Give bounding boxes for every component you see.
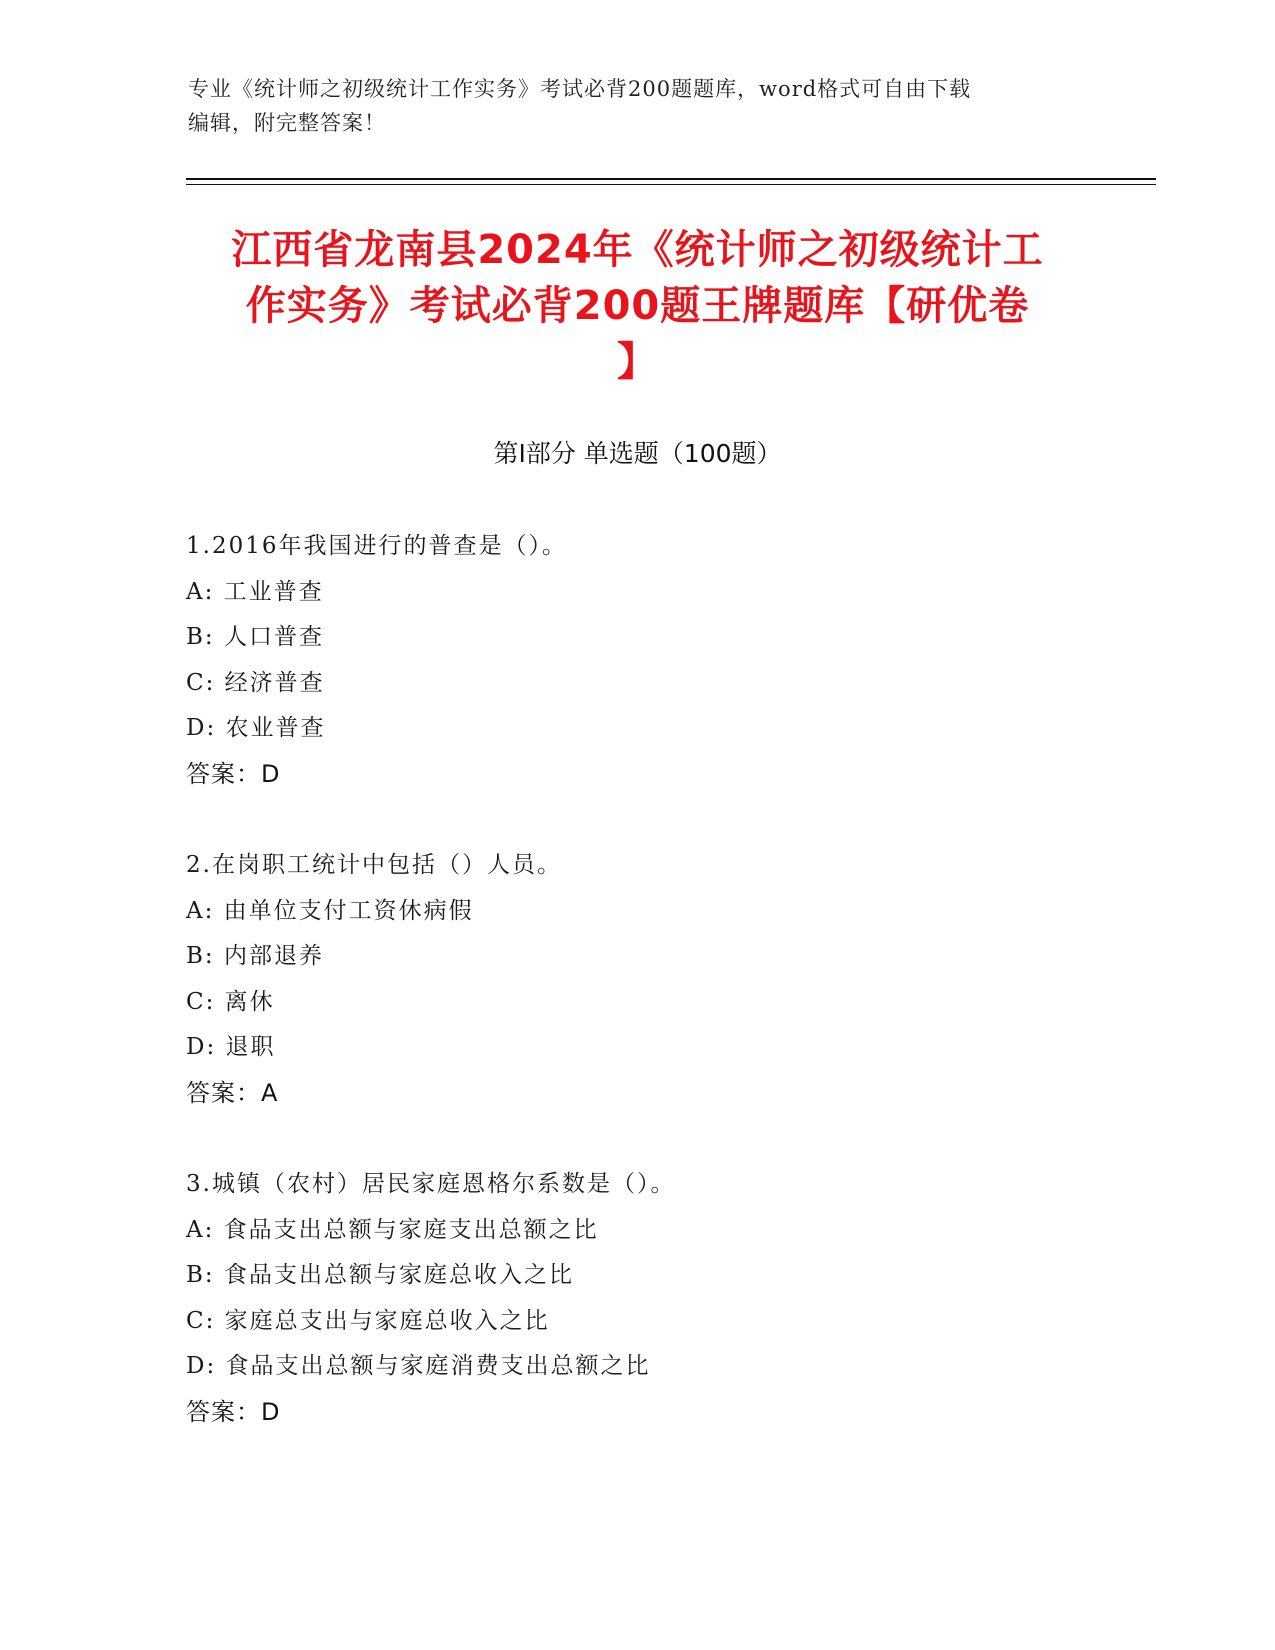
question-block	[186, 524, 1086, 797]
header-note-line-2: 编辑，附完整答案！	[188, 111, 386, 135]
question-option-b: B: 人口普查	[186, 624, 324, 650]
question-option-d: D: 农业普查	[186, 715, 326, 741]
question-answer: 答案：A	[186, 1078, 279, 1107]
question-option-a: A: 工业普查	[186, 578, 324, 605]
question-answer: 答案：D	[186, 1397, 281, 1426]
header-rule-thin	[186, 184, 1156, 185]
question-option-d: D: 退职	[186, 1034, 276, 1060]
question-stem: 2.在岗职工统计中包括（）人员。	[186, 852, 562, 878]
document-title-line-3: 】	[617, 339, 658, 385]
question-option-b: B: 食品支出总额与家庭总收入之比	[186, 1262, 574, 1288]
question-option-c: C: 家庭总支出与家庭总收入之比	[186, 1307, 550, 1334]
header-note	[188, 72, 1088, 140]
question-stem: 3.城镇（农村）居民家庭恩格尔系数是（）。	[186, 1171, 676, 1197]
question-option-a: A: 食品支出总额与家庭支出总额之比	[186, 1216, 599, 1243]
document-title	[160, 222, 1115, 390]
question-block	[186, 843, 1086, 1116]
header-note-line-1: 专业《统计师之初级统计工作实务》考试必背200题题库，word格式可自由下载	[188, 77, 972, 101]
question-option-c: C: 离休	[186, 988, 275, 1015]
document-title-line-1: 江西省龙南县2024年《统计师之初级统计工	[231, 227, 1044, 273]
document-title-line-2: 作实务》考试必背200题王牌题库【研优卷	[245, 283, 1030, 329]
question-answer: 答案：D	[186, 759, 281, 788]
question-option-b: B: 内部退养	[186, 943, 324, 969]
question-option-c: C: 经济普查	[186, 669, 325, 696]
question-option-d: D: 食品支出总额与家庭消费支出总额之比	[186, 1353, 651, 1379]
question-block	[186, 1162, 1086, 1435]
section-title: 第I部分 单选题（100题）	[493, 439, 782, 468]
question-option-a: A: 由单位支付工资休病假	[186, 897, 474, 924]
question-stem: 1.2016年我国进行的普查是（）。	[186, 533, 567, 559]
header-rule-thick	[186, 178, 1156, 180]
